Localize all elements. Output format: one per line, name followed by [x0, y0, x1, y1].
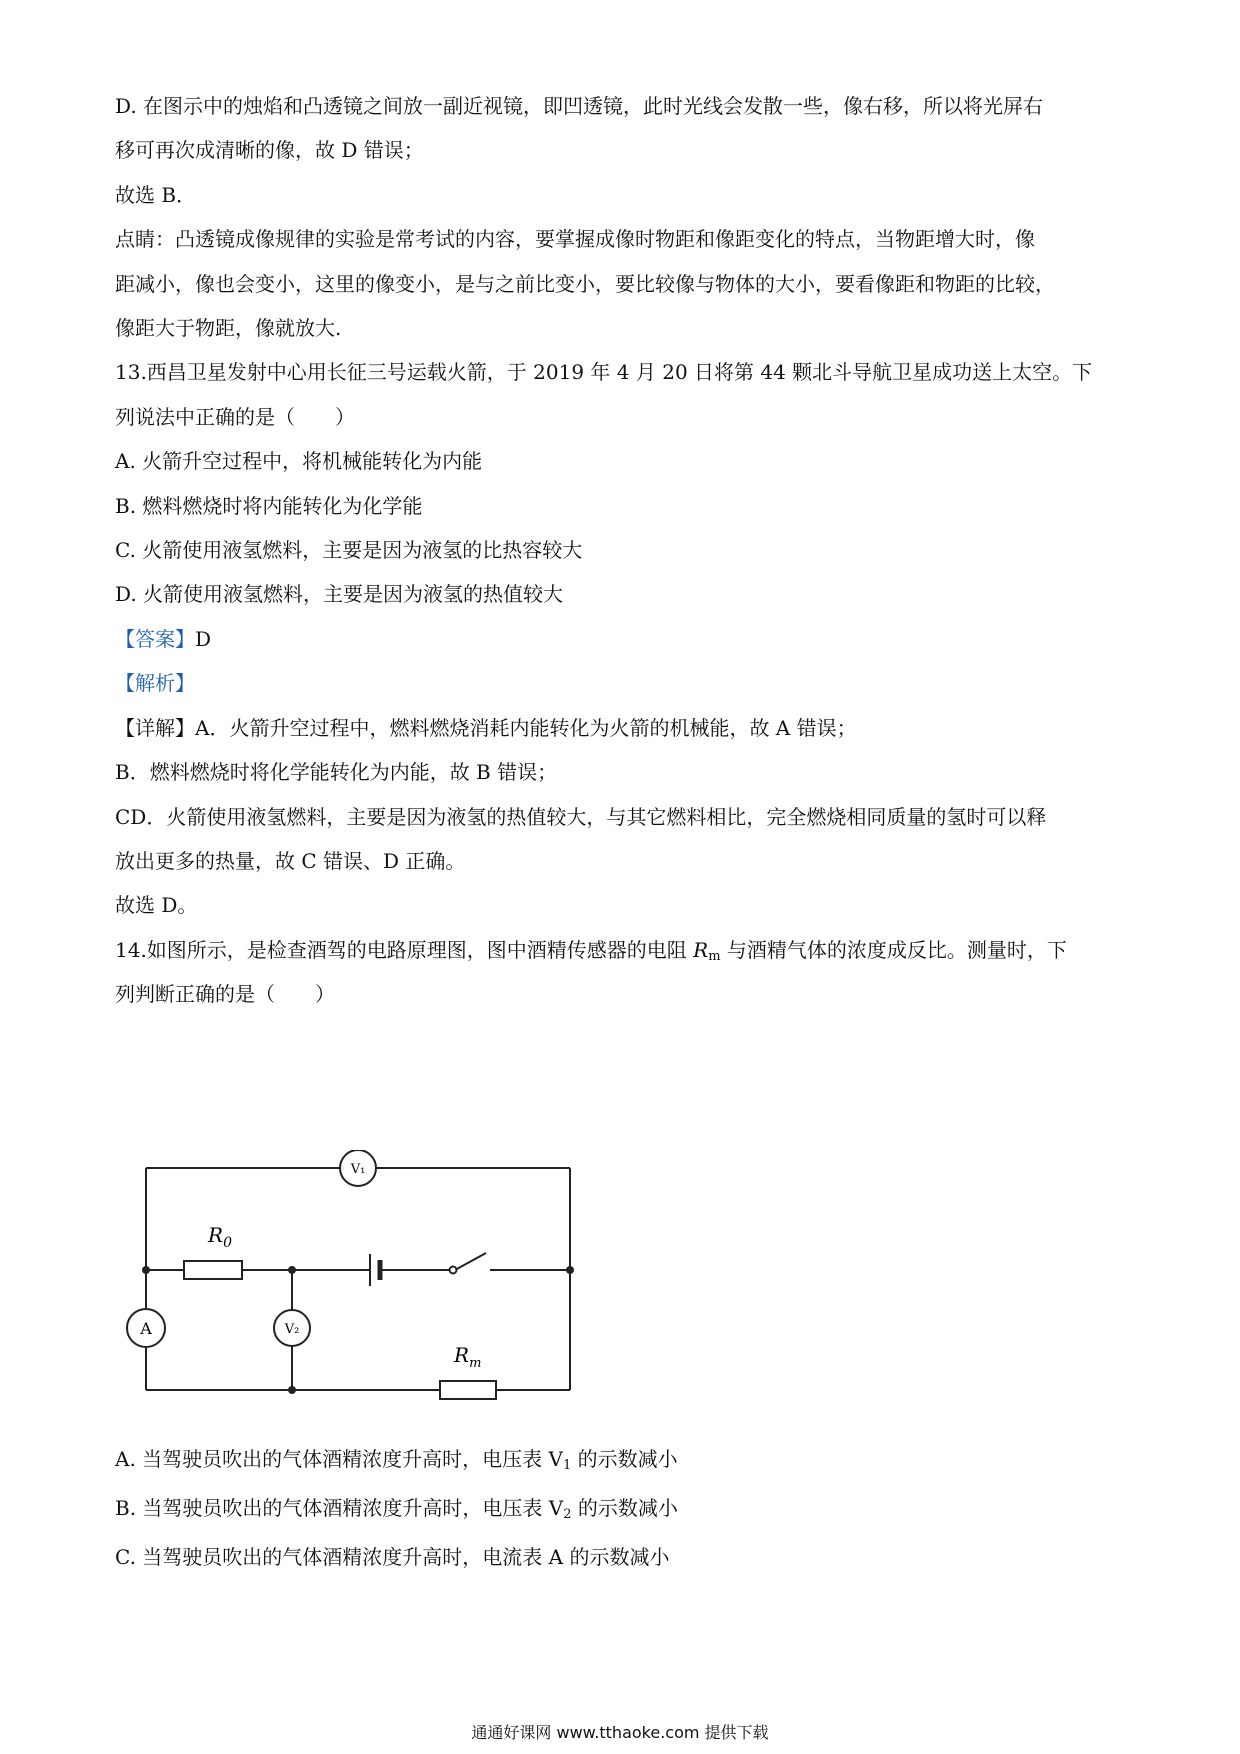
q13-option-a: A. 火箭升空过程中，将机械能转化为内能 — [115, 449, 483, 473]
page-footer: 通通好课网 www.tthaoke.com 提供下载 — [471, 1723, 769, 1742]
q14-option-c: C. 当驾驶员吹出的气体酒精浓度升高时，电流表 A 的示数减小 — [115, 1545, 670, 1569]
q14-stem-part2: 与酒精气体的浓度成反比。测量时，下 — [720, 938, 1067, 962]
junction-mid-bottom — [288, 1386, 296, 1394]
q14-option-b-sub: 2 — [563, 1507, 572, 1522]
rm-symbol: R — [693, 938, 709, 962]
analysis-tag: 【解析】 — [115, 671, 195, 695]
tip-line2: 距减小，像也会变小，这里的像变小，是与之前比变小，要比较像与物体的大小，要看像距和物距的比较， — [115, 272, 1055, 296]
junction-right — [566, 1266, 574, 1274]
q13-detail-cd1: CD．火箭使用液氢燃料，主要是因为液氢的热值较大，与其它燃料相比，完全燃烧相同质量的氢时可以释 — [115, 805, 1047, 829]
r0-subscript: 0 — [223, 1235, 232, 1251]
rm-subscript: m — [469, 1356, 482, 1371]
answer-value: D — [195, 627, 212, 651]
v1-label: V₁ — [350, 1162, 366, 1177]
q13-detail-cd2: 放出更多的热量，故 C 错误、D 正确。 — [115, 849, 466, 873]
resistor-r0 — [184, 1261, 242, 1279]
q13-choose: 故选 D。 — [115, 893, 198, 917]
prev-choose: 故选 B． — [115, 183, 197, 207]
q13-detail-b: B．燃料燃烧时将化学能转化为内能，故 B 错误； — [115, 760, 558, 784]
detail-tag: 【详解】 — [115, 716, 195, 740]
prev-d-line1: D. 在图示中的烛焰和凸透镜之间放一副近视镜，即凹透镜，此时光线会发散一些，像右移，所以将光屏右 — [115, 94, 1044, 118]
circuit-diagram — [118, 1150, 588, 1400]
q13-detail-a — [115, 714, 857, 742]
r0-symbol: R — [208, 1223, 224, 1247]
q14-option-a-text: A. 当驾驶员吹出的气体酒精浓度升高时，电压表 V — [115, 1447, 563, 1471]
q14-stem-part1: 14.如图所示，是检查酒驾的电路原理图，图中酒精传感器的电阻 — [115, 938, 694, 962]
q13-option-c: C. 火箭使用液氢燃料，主要是因为液氢的比热容较大 — [115, 538, 583, 562]
q14-option-b-text: B. 当驾驶员吹出的气体酒精浓度升高时，电压表 V — [115, 1496, 564, 1520]
a-label: A — [140, 1319, 152, 1338]
q14-option-b-tail: 的示数减小 — [571, 1496, 678, 1520]
q13-option-d: D. 火箭使用液氢燃料，主要是因为液氢的热值较大 — [115, 582, 564, 606]
q13-option-b: B. 燃料燃烧时将内能转化为化学能 — [115, 494, 423, 518]
q14-stem-line1 — [115, 936, 1067, 964]
rm-symbol-diagram: R — [454, 1343, 470, 1367]
resistor-rm — [440, 1381, 496, 1399]
junction-left — [142, 1266, 150, 1274]
q14-option-b — [115, 1494, 678, 1522]
junction-mid-top — [288, 1266, 296, 1274]
rm-sub: m — [708, 949, 721, 964]
q14-option-a-sub: 1 — [562, 1458, 572, 1473]
q13-analysis — [115, 669, 195, 697]
r0-label — [207, 1223, 232, 1251]
answer-tag: 【答案】 — [115, 627, 195, 651]
tip-line3: 像距大于物距，像就放大. — [115, 316, 342, 340]
q13-answer — [115, 625, 211, 653]
switch-contact — [450, 1267, 457, 1274]
q14-option-a — [115, 1445, 678, 1473]
q14-stem-line2: 列判断正确的是（ ） — [115, 982, 335, 1006]
q13-stem-line2: 列说法中正确的是（ ） — [115, 405, 355, 429]
tip-line1: 点睛：凸透镜成像规律的实验是常考试的内容，要掌握成像时物距和像距变化的特点，当物距增大时，像 — [115, 227, 1035, 251]
detail-a-text: A．火箭升空过程中，燃料燃烧消耗内能转化为火箭的机械能，故 A 错误； — [195, 716, 857, 740]
rm-label — [453, 1343, 481, 1371]
switch-blade — [455, 1253, 486, 1270]
q14-option-a-tail: 的示数减小 — [571, 1447, 678, 1471]
q13-stem-line1: 13.西昌卫星发射中心用长征三号运载火箭，于 2019 年 4 月 20 日将第 44 颗北斗导航卫星成功送上太空。下 — [115, 360, 1093, 384]
v2-label: V₂ — [284, 1322, 300, 1337]
prev-d-line2: 移可再次成清晰的像，故 D 错误； — [115, 138, 424, 162]
